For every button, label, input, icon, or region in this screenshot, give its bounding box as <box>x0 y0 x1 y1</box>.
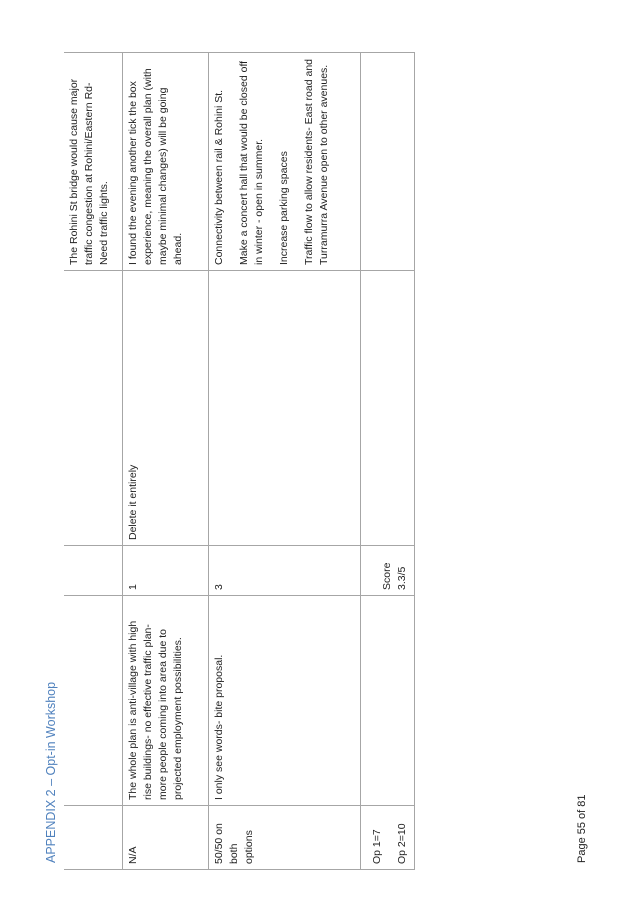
table-cell <box>64 596 122 806</box>
table-cell <box>208 53 360 271</box>
cell-line: 3.3/5 <box>395 566 408 590</box>
table-cell: I found the evening another tick the box experience, meaning the overall plan (with maybe minimal changes) will be going ahead. <box>122 53 208 271</box>
table-cell <box>360 271 414 546</box>
table-cell <box>208 271 360 546</box>
cell-line: Op 2=10 <box>395 823 408 864</box>
table-cell <box>64 546 122 596</box>
table-cell: N/A <box>122 806 208 870</box>
cell-line: Op 1=7 <box>370 829 383 864</box>
appendix-title: APPENDIX 2 – Opt-in Workshop <box>44 681 58 863</box>
table-row <box>64 53 122 870</box>
cell-paragraph: Increase parking spaces <box>277 151 290 265</box>
cell-line: Score <box>380 562 393 590</box>
table-cell <box>360 546 414 596</box>
table-cell <box>360 596 414 806</box>
table-cell: Delete it entirely <box>122 271 208 546</box>
table-cell <box>360 806 414 870</box>
table-cell <box>360 53 414 271</box>
table-cell: 1 <box>122 546 208 596</box>
cell-paragraph: Make a concert hall that would be closed off in winter - open in summer. <box>237 60 265 265</box>
table-cell <box>64 271 122 546</box>
table-cell <box>64 806 122 870</box>
workshop-table <box>64 52 415 870</box>
table-cell: 3 <box>208 546 360 596</box>
table-row <box>208 53 360 870</box>
table-row <box>122 53 208 870</box>
cell-paragraph: Connectivity between rail & Rohini St. <box>212 89 225 265</box>
table-cell: The Rohini St bridge would cause major traffic congestion at Rohini/Eastern Rd- Need traffic lights. <box>64 53 122 271</box>
table-row <box>360 53 414 870</box>
table-cell: I only see words- bite proposal. <box>208 596 360 806</box>
table-cell: 50/50 on both options <box>208 806 360 870</box>
table-cell: The whole plan is anti-village with high rise buildings- no effective traffic plan- more people coming into area due to projected employment possibilities. <box>122 596 208 806</box>
cell-paragraph: Traffic flow to allow residents- East road and Turramurra Avenue open to other avenues. <box>302 58 330 265</box>
page-number: Page 55 of 81 <box>576 794 588 863</box>
